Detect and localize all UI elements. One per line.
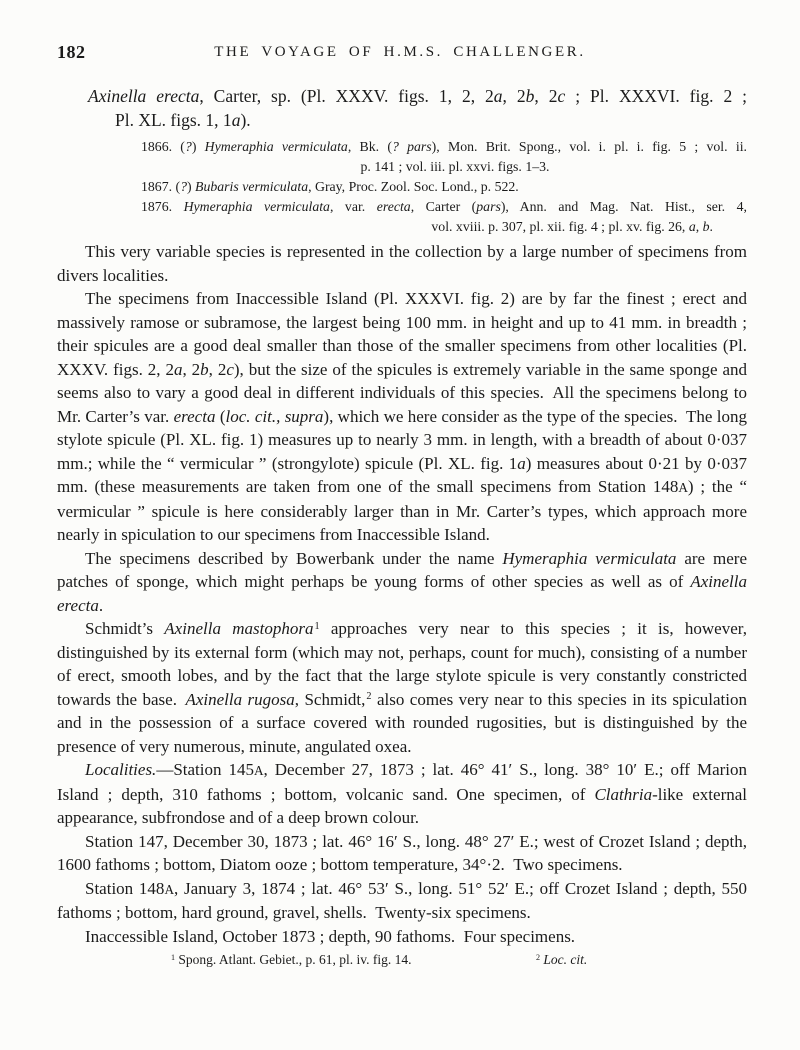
text-run: Spong. Atlant. Gebiet., p. 61, pl. iv. fig. 14. <box>175 952 412 967</box>
text-run: , Gray, Proc. Zool. Soc. Lond., p. 522. <box>308 179 519 194</box>
text-run: 2 <box>536 952 541 962</box>
text-run: Loc. cit. <box>543 952 588 967</box>
text-run: a <box>493 86 503 106</box>
text-run: , Carter, sp. (Pl. XXXV. figs. 1, 2, 2 <box>199 86 494 106</box>
synonymy-list <box>57 137 747 237</box>
text-run: erecta <box>376 199 411 214</box>
text-run: ), but the size of the spicules is extremely variable in the same sponge and seems also to vary a good deal in different individuals of this species. All the specimens belong to Mr. Carter’s var. <box>57 359 748 426</box>
text-run: a <box>231 110 241 130</box>
text-run: , Bk. ( <box>347 139 392 154</box>
text-run: a <box>688 219 696 234</box>
text-run: A <box>253 763 264 778</box>
text-run: a <box>517 453 526 473</box>
text-run: The specimens from Inaccessible Island (Pl. XXXVI. fig. 2) are by far the finest ; erect and massively ramose or subramose, the largest being 100 mm. in height and up to 41 mm. in breadth ; their spicules are a good deal smaller than those of the smaller specimens from other localities (Pl. XXXV. figs. 2, 2 <box>57 289 747 379</box>
text-run: ( <box>215 406 226 426</box>
text-run: . <box>709 219 713 234</box>
synonymy-entry-1876 <box>57 197 747 217</box>
text-run: Pl. XL. figs. 1, 1 <box>115 110 232 130</box>
text-run: approaches very near to this species ; it is, however, distinguished by its external form (which may not, perhaps, count for much), consisting of a number of erect, smooth lobes, and by the fact that the large stylote spicule is very constantly constricted towards the base. <box>57 619 747 709</box>
paragraph-locality-inaccessible-island <box>57 925 747 949</box>
text-run: ), Mon. Brit. Spong., vol. i. pl. i. fig. 5 ; vol. ii. <box>431 139 747 154</box>
text-run: Clathria <box>594 784 653 804</box>
text-run: ? pars <box>391 139 432 154</box>
species-heading-line-1 <box>57 84 747 108</box>
text-run: ), Ann. and Mag. Nat. Hist., ser. 4, <box>500 199 747 214</box>
text-run: Station 147, December 30, 1873 ; lat. 46° 16′ S., long. 48° 27′ E.; west of Crozet Island ; depth, 1600 fathoms ; bottom, Diatom ooze ; bottom temperature, 34°·2. Two specimens. <box>57 831 747 874</box>
footnote-1 <box>170 952 412 968</box>
text-run: A <box>678 480 688 495</box>
text-run: The specimens described by Bowerbank under the name <box>85 548 503 568</box>
body-text <box>57 240 747 948</box>
text-run: b <box>525 86 535 106</box>
text-run: , 2 <box>208 359 227 379</box>
footnote-2 <box>535 952 587 968</box>
text-run: a <box>173 359 183 379</box>
text-run: Bubaris vermiculata <box>195 179 309 194</box>
synonymy-entry-1867 <box>57 177 747 197</box>
text-run: ) ; the “ vermicular ” spicule is here considerably larger than in Mr. Carter’s types, which approach more nearly in spiculation to our specimens from Inaccessible Island. <box>57 477 747 544</box>
text-run: ? <box>184 139 192 154</box>
text-run: 1867. ( <box>141 179 181 194</box>
text-run: Axinella erecta <box>57 572 747 615</box>
text-run: Hymeraphia vermiculata <box>183 199 330 214</box>
text-run: ) <box>187 179 196 194</box>
text-run: Hymeraphia vermiculata <box>502 548 677 568</box>
paragraph-intro <box>57 240 747 287</box>
text-run: . <box>98 595 104 615</box>
text-run: , Carter ( <box>410 199 477 214</box>
synonymy-entry-1866 <box>57 137 747 157</box>
text-run: This very variable species is represented in the collection by a large number of specimens from divers localities. <box>57 242 747 285</box>
text-run: ; Pl. XXXVI. fig. 2 ; <box>565 86 748 106</box>
text-run: , January 3, 1874 ; lat. 46° 53′ S., long. 51° 52′ E.; off Crozet Island ; depth, 550 fathoms ; bottom, hard ground, gravel, shells. Twenty-six specimens. <box>57 878 747 922</box>
text-run: 1 <box>314 620 320 632</box>
paragraph-locality-station-148a <box>57 877 747 925</box>
paragraph-locality-station-145a <box>57 758 747 830</box>
text-run: Station 148 <box>85 878 165 898</box>
text-run: b <box>702 219 710 234</box>
text-run: p. 141 ; vol. iii. pl. xxvi. figs. 1–3. <box>360 159 550 174</box>
synonymy-entry-1876-continuation <box>57 217 747 237</box>
footnotes <box>57 952 747 972</box>
text-run: ), which we here consider as the type of the species. The long stylote spicule (Pl. XL. fig. 1) measures up to nearly 3 mm. in length, with a breadth of about 0·037 mm.; while the “ vermicular ” (strongylote) spicule (Pl. XL. fig. 1 <box>57 406 747 473</box>
synonymy-entry-1866-continuation <box>57 157 747 177</box>
page-number: 182 <box>57 42 86 62</box>
text-run: b <box>200 359 209 379</box>
text-run: Inaccessible Island, October 1873 ; depth, 90 fathoms. Four specimens. <box>85 926 576 946</box>
text-run: ) <box>191 139 205 154</box>
text-run: 1 <box>171 952 176 962</box>
text-run: 2 <box>366 691 372 703</box>
species-heading <box>57 84 747 132</box>
paragraph-locality-station-147 <box>57 830 747 877</box>
text-run: Axinella erecta <box>88 86 200 106</box>
text-run: , var. <box>329 199 377 214</box>
text-run: ). <box>240 110 251 130</box>
text-run: Localities. <box>85 760 157 779</box>
text-run: ) measures about 0·21 by 0·037 mm. (these measurements are taken from one of the small specimens from Station 148 <box>57 453 747 496</box>
text-run: Schmidt’s <box>85 619 165 638</box>
page-content <box>57 84 747 972</box>
running-title: THE VOYAGE OF H.M.S. CHALLENGER. <box>214 44 586 60</box>
paragraph-bowerbank <box>57 547 747 618</box>
text-run: Axinella mastophora <box>164 619 314 638</box>
text-run: ? <box>180 179 187 194</box>
text-run: loc. cit., supra <box>225 406 324 426</box>
text-run: , Schmidt, <box>294 689 366 709</box>
text-run: —Station 145 <box>156 760 254 779</box>
text-run: Axinella rugosa <box>185 689 295 709</box>
paragraph-schmidt-comparison <box>57 617 747 758</box>
text-run: 1876. <box>141 199 184 214</box>
text-run: , December 27, 1873 ; lat. 46° 41′ S., long. 38° 10′ E.; off Marion Island ; depth, 310 fathoms ; bottom, volcanic sand. One specimen, of <box>57 760 748 804</box>
text-run: , 2 <box>502 86 526 106</box>
text-run: A <box>164 881 175 897</box>
paragraph-specimens-description <box>57 287 747 547</box>
text-run: pars <box>476 199 501 214</box>
text-run: erecta <box>173 406 216 426</box>
text-run: , 2 <box>182 359 201 379</box>
text-run: vol. xviii. p. 307, pl. xii. fig. 4 ; pl. xv. fig. 26, <box>431 219 689 234</box>
page-header <box>0 42 800 66</box>
text-run: c <box>557 86 566 106</box>
text-run: , <box>695 219 703 234</box>
text-run: 1866. ( <box>141 139 185 154</box>
text-run: Hymeraphia vermiculata <box>204 139 348 154</box>
text-run: c <box>226 359 234 379</box>
text-run: -like external appearance, subfrondose and of a deep brown colour. <box>57 784 748 827</box>
species-heading-line-2 <box>57 108 747 132</box>
text-run: are mere patches of sponge, which might perhaps be young forms of other species as well as of <box>57 548 747 591</box>
text-run: , 2 <box>534 86 558 106</box>
text-run: also comes very near to this species in its spiculation and in the possession of a surface covered with rounded rugosities, but is distinguished by the presence of very numerous, minute, angulated oxea. <box>57 689 747 756</box>
